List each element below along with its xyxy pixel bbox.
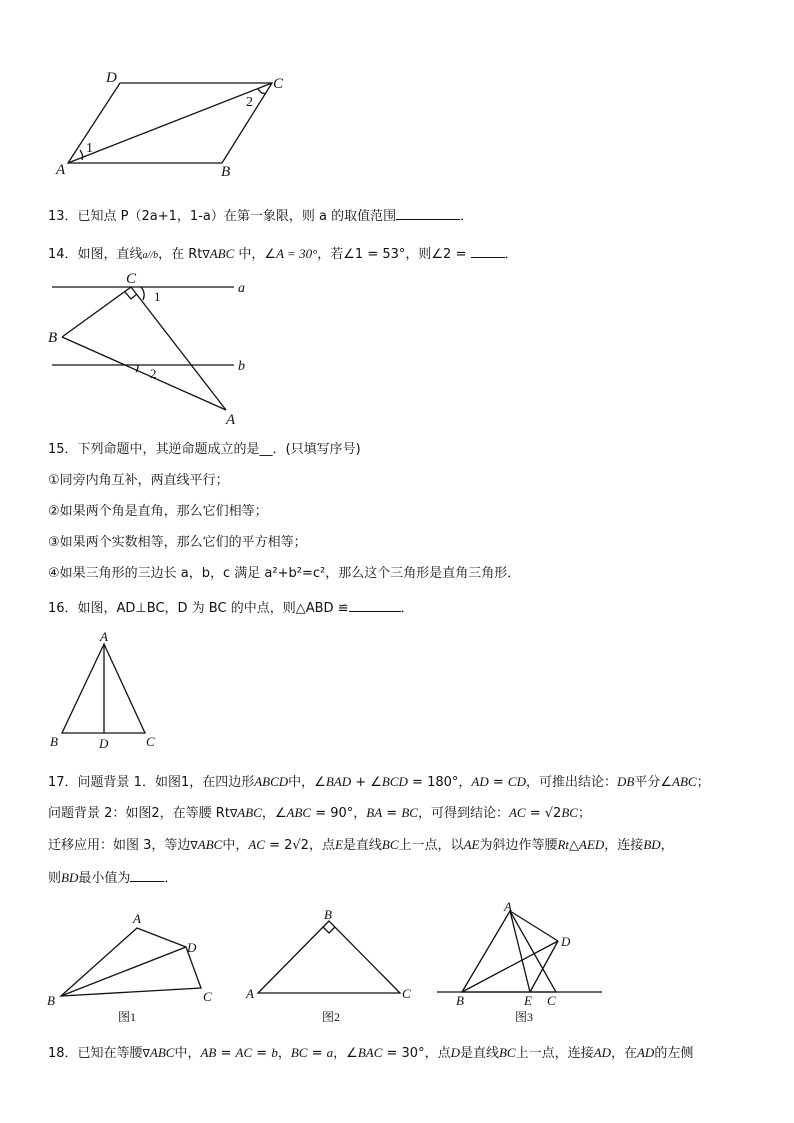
fig2-label-A: A: [246, 986, 254, 1001]
diagonal-bd: [61, 947, 186, 996]
fig2-label-B: B: [324, 907, 332, 922]
question-18: 18．已知在等腰∇ABC中，AB = AC = b，BC = a，∠BAC = 30°，点D是直线BC上一点，连接AD，在AD的左侧: [48, 1045, 694, 1061]
label-angle1: 1: [86, 141, 93, 156]
fig3-label-A: A: [504, 899, 512, 914]
fig3-label-C: C: [547, 993, 556, 1008]
quadrilateral-abcd: [61, 928, 201, 996]
question-16: 16．如图，AD⊥BC，D 为 BC 的中点，则△ABD ≌ ．: [48, 597, 414, 618]
question-17-line-4: 则BD最小值为 ．: [48, 867, 177, 888]
question-15-title: 15．下列命题中，其逆命题成立的是__．(只填写序号): [48, 442, 361, 457]
fig1-label-B: B: [47, 993, 55, 1008]
fig1-label-D: D: [187, 940, 197, 955]
question-17-line-1: 17．问题背景 1．如图1，在四边形ABCD中，∠BAD + ∠BCD = 180°，AD = CD，可推出结论：DB平分∠ABC；: [48, 774, 710, 790]
fig1-caption: 图1: [118, 1010, 137, 1024]
right-isosceles-triangle: [258, 921, 400, 993]
question-15-item-4: ④如果三角形的三边长 a，b，c 满足 a²+b²=c²，那么这个三角形是直角三角形．: [48, 566, 521, 581]
fig3-label-D: D: [561, 934, 571, 949]
label-A: A: [226, 412, 236, 428]
fig3-label-E: E: [524, 993, 532, 1008]
question-14: 14．如图，直线a//b，在 Rt∇ABC 中，∠A = 30°，若∠1 = 53°，则∠2 = ．: [48, 243, 518, 265]
label-a: a: [238, 281, 245, 296]
label-angle1: 1: [154, 289, 161, 304]
question-15-item-1: ①同旁内角互补，两直线平行；: [48, 473, 229, 488]
label-B: B: [48, 330, 58, 346]
question-15-item-2: ②如果两个角是直角，那么它们相等；: [48, 504, 268, 519]
label-b: b: [238, 359, 245, 374]
question-17-line-3: 迁移应用：如图 3，等边∇ABC中，AC = 2√2，点E是直线BC上一点，以AE为斜边作等腰Rt△AED，连接BD，: [48, 837, 674, 853]
equilateral-triangle: [462, 911, 556, 992]
question-15-item-3: ③如果两个实数相等，那么它们的平方相等；: [48, 535, 307, 550]
label-B: B: [50, 734, 58, 749]
question-17-line-2: 问题背景 2：如图2，在等腰 Rt∇ABC，∠ABC = 90°，BA = BC，可得到结论：AC = √2BC；: [48, 805, 591, 821]
label-angle2: 2: [150, 366, 157, 381]
label-B: B: [221, 164, 231, 180]
fig1-label-A: A: [133, 911, 141, 926]
fig2-caption: 图2: [322, 1010, 341, 1024]
label-C: C: [126, 271, 137, 287]
fig2-label-C: C: [402, 986, 411, 1001]
fig3-ae: [510, 911, 530, 992]
fig1-label-C: C: [203, 989, 212, 1004]
label-angle2: 2: [246, 95, 253, 110]
label-D: D: [99, 736, 109, 751]
fig3-ad: [510, 911, 558, 941]
fig3-label-B: B: [456, 993, 464, 1008]
label-C: C: [273, 76, 284, 92]
label-A: A: [100, 629, 108, 644]
question-13: 13．已知点 P（2a+1，1-a）在第一象限，则 a 的取值范围 ．: [48, 205, 473, 226]
fig2-right-angle-mark: [323, 927, 335, 933]
fig3-caption: 图3: [515, 1010, 534, 1024]
label-D: D: [106, 70, 117, 86]
label-C: C: [146, 734, 155, 749]
label-A: A: [56, 162, 66, 178]
